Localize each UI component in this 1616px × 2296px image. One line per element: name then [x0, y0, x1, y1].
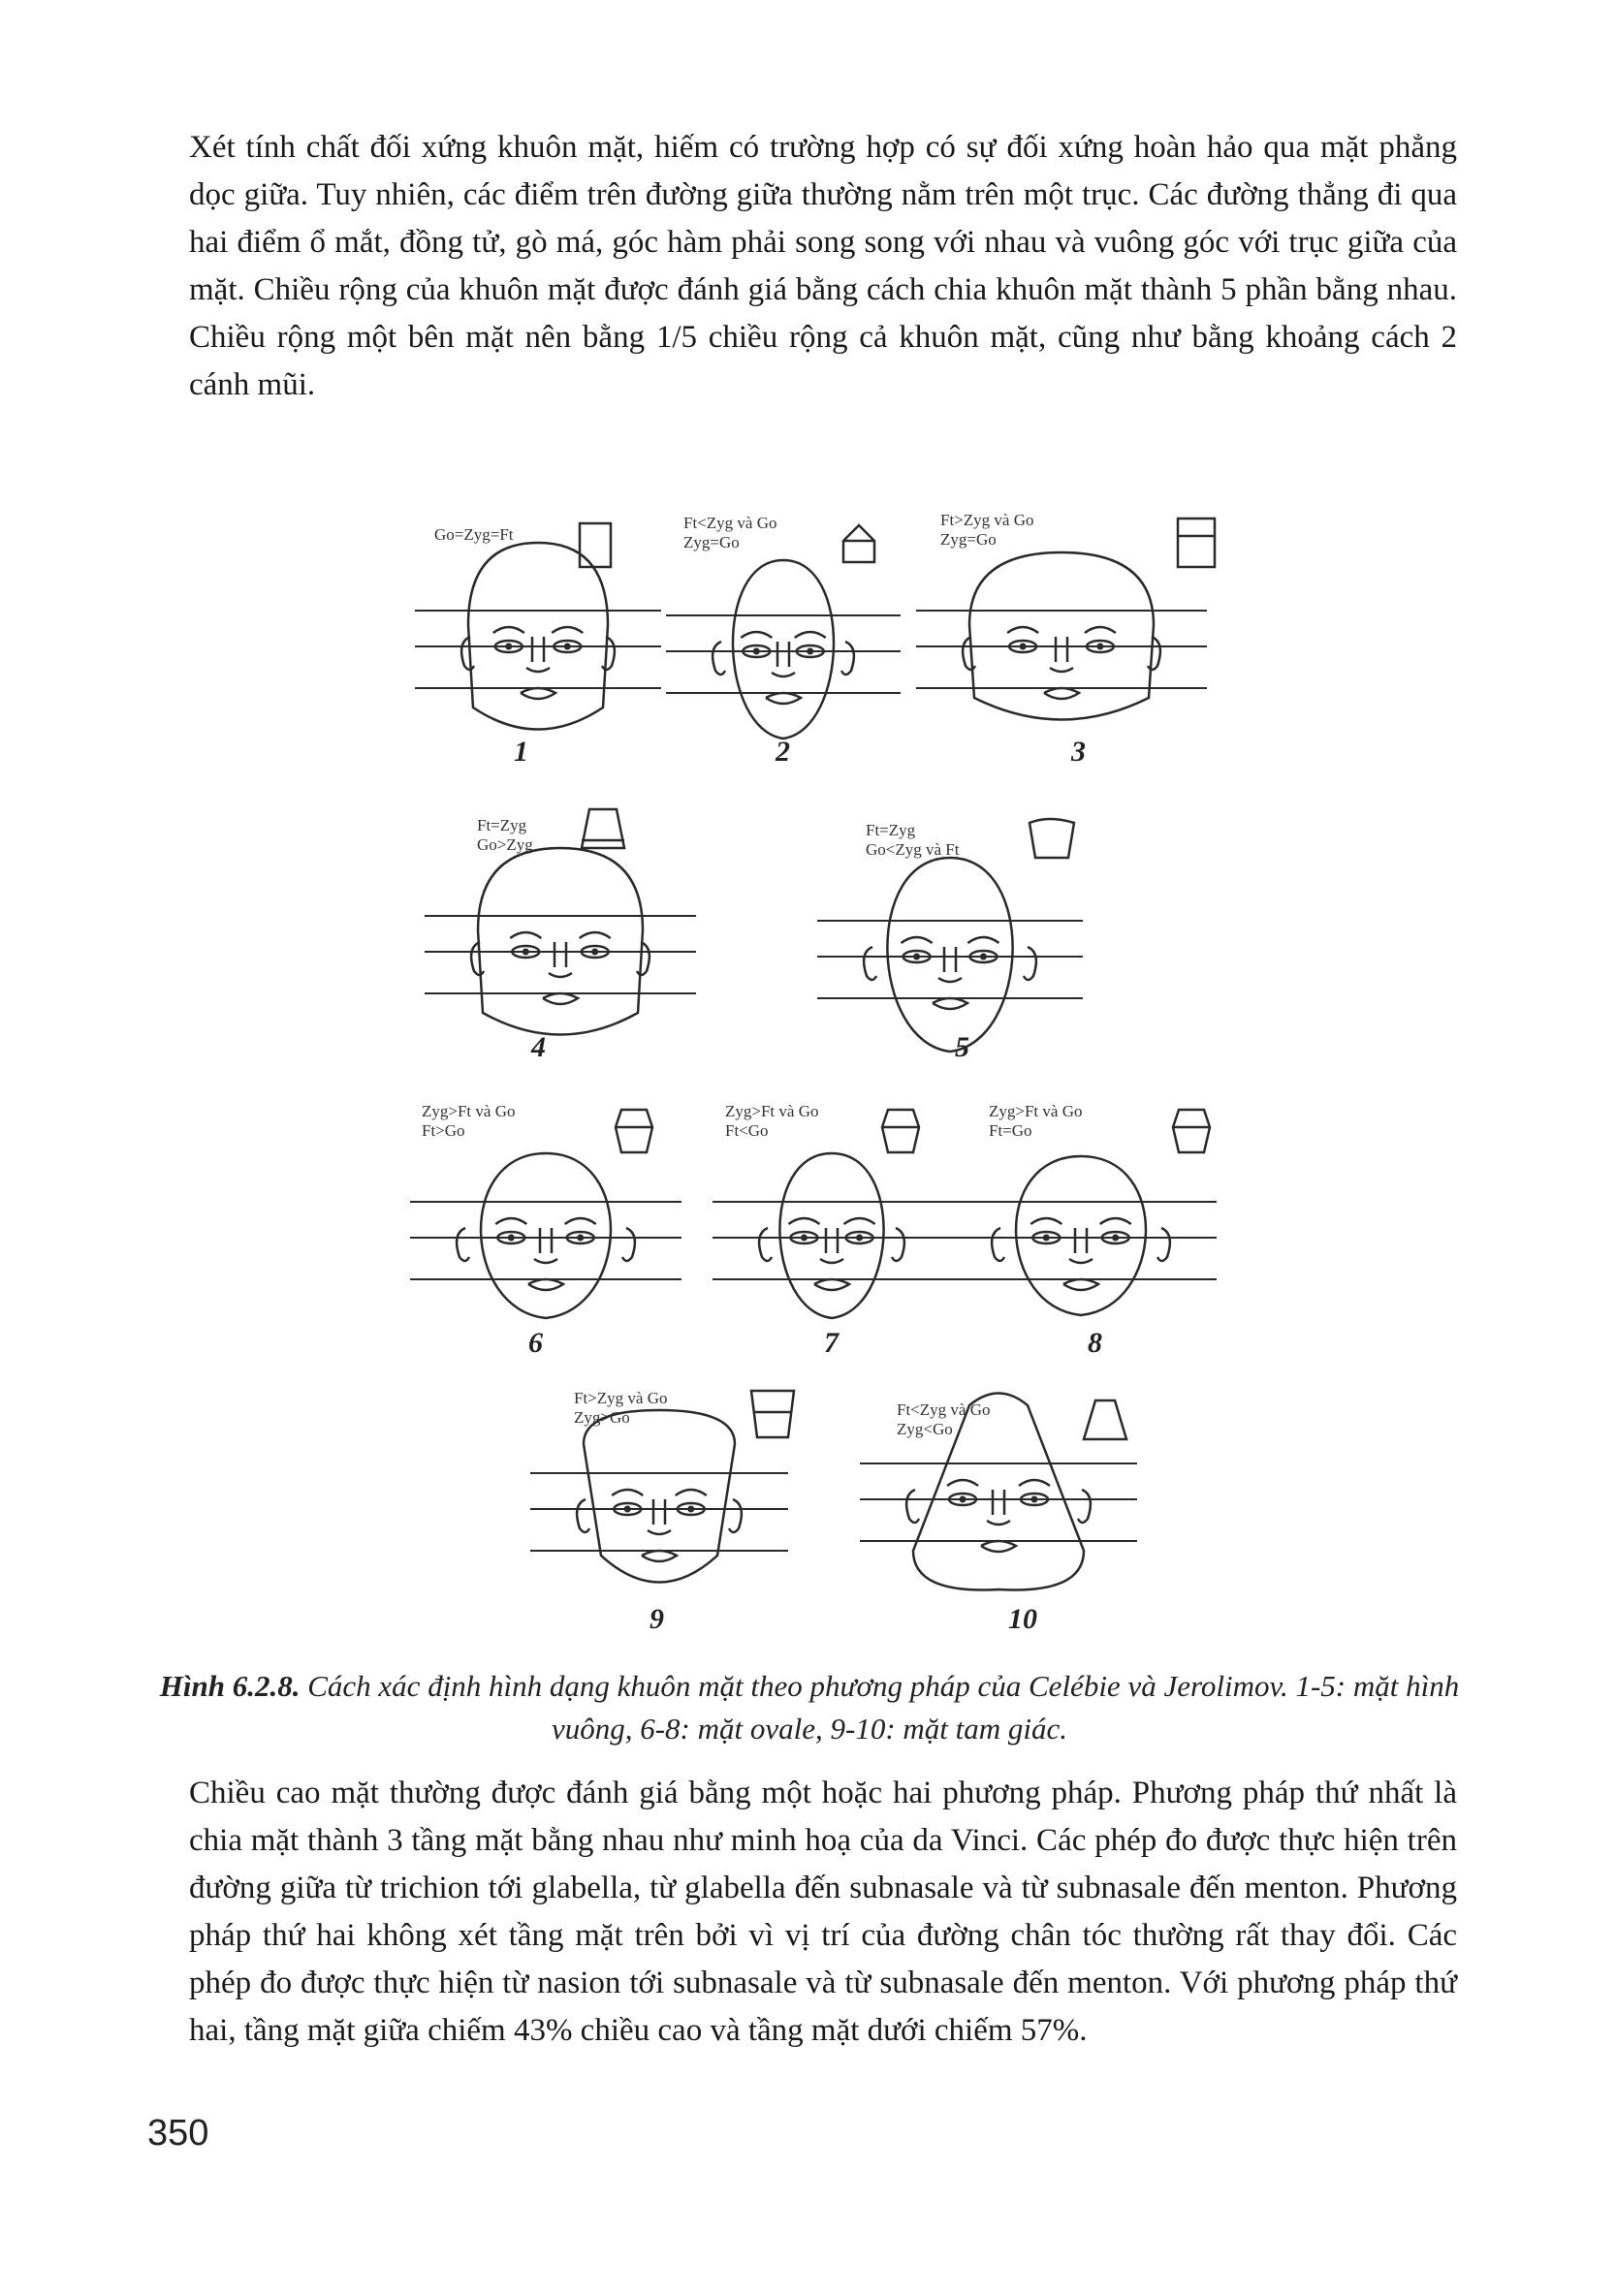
- pupil: [913, 954, 920, 960]
- mouth: [543, 993, 578, 1004]
- pupil: [807, 648, 813, 655]
- triangle-trapezoid-icon: [1084, 1400, 1126, 1439]
- panel-label-line2: Ft<Go: [725, 1121, 769, 1140]
- face-diagrams: [0, 485, 1616, 1657]
- eyebrow: [580, 932, 611, 938]
- pupil: [508, 1235, 515, 1242]
- eyebrow: [676, 1490, 707, 1495]
- pupil: [505, 644, 512, 650]
- page-number: 350: [147, 2113, 209, 2154]
- ear-left: [992, 1228, 1004, 1261]
- pupil: [1030, 1496, 1037, 1503]
- mouth: [1063, 1279, 1098, 1290]
- mouth: [933, 998, 967, 1009]
- pupil: [591, 949, 598, 956]
- ear-left: [759, 1228, 772, 1261]
- mouth: [1044, 688, 1079, 699]
- hexagon-icon: [616, 1110, 652, 1152]
- panel-label-line1: Ft>Zyg và Go: [940, 511, 1034, 529]
- eyebrow: [902, 937, 933, 943]
- face-panel-7: [713, 1102, 951, 1359]
- panel-number: 2: [776, 736, 790, 768]
- nose: [526, 637, 550, 672]
- mouth: [642, 1551, 677, 1561]
- pupil: [624, 1506, 631, 1513]
- mouth: [981, 1541, 1016, 1552]
- nose: [1069, 1228, 1093, 1263]
- panel-label-line2: Zyg>Go: [574, 1408, 630, 1427]
- panel-label-line1: Ft>Zyg và Go: [574, 1389, 668, 1407]
- pupil: [960, 1496, 966, 1503]
- ear-right: [1148, 637, 1160, 670]
- panel-label-line2: Go>Zyg: [477, 835, 533, 854]
- face-shape-figure: [0, 485, 1616, 1657]
- paragraph-top: Xét tính chất đối xứng khuôn mặt, hiếm có trường hợp có sự đối xứng hoàn hảo qua mặt phẳng dọc giữa. Tuy nhiên, các điểm trên đường giữa thường nằm trên một trục. Các đường thẳng đi qua hai điểm ổ mắt, đồng tử, gò má, góc hàm phải song song với nhau và vuông góc với trục giữa của mặt. Chiều rộng của khuôn mặt được đánh giá bằng cách chia khuôn mặt thành 5 phần bằng nhau. Chiều rộng một bên mặt nên bằng 1/5 chiều rộng cả khuôn mặt, cũng như bằng khoảng cách 2 cánh mũi.: [189, 130, 1457, 402]
- trapezoid-icon: [582, 809, 624, 848]
- panel-number: 10: [1008, 1603, 1037, 1635]
- ear-right: [1024, 947, 1036, 980]
- pupil: [564, 644, 571, 650]
- face-outline: [584, 1410, 735, 1583]
- panel-label-line1: Go=Zyg=Ft: [434, 525, 514, 544]
- mouth: [766, 693, 801, 704]
- nose: [987, 1490, 1010, 1525]
- nose: [772, 642, 795, 676]
- ear-left: [471, 942, 484, 975]
- panel-number: 3: [1071, 736, 1086, 768]
- panel-label-line1: Ft=Zyg: [866, 821, 916, 839]
- panel-label-line2: Zyg=Go: [940, 530, 997, 549]
- eyebrow: [1007, 627, 1038, 633]
- hexagon-icon: [882, 1110, 919, 1152]
- panel-label-line1: Zyg>Ft và Go: [989, 1102, 1083, 1120]
- ear-right: [1078, 1490, 1091, 1523]
- face-panel-3: [916, 511, 1215, 768]
- eyebrow: [1100, 1218, 1131, 1224]
- ear-left: [577, 1499, 589, 1532]
- face-outline: [481, 1153, 611, 1318]
- eyebrow: [1019, 1480, 1050, 1486]
- pupil: [1112, 1235, 1119, 1242]
- face-panel-2: [666, 514, 901, 768]
- pupil: [801, 1235, 808, 1242]
- panel-number: 9: [650, 1603, 664, 1635]
- eyebrow: [493, 627, 524, 633]
- eyebrow: [741, 632, 772, 638]
- ear-right: [892, 1228, 904, 1261]
- face-panel-5: [817, 819, 1083, 1063]
- pupil: [753, 648, 760, 655]
- mouth: [521, 688, 555, 699]
- panel-number: 1: [514, 736, 528, 768]
- eyebrow: [788, 1218, 819, 1224]
- panel-number: 7: [824, 1327, 839, 1359]
- pupil: [980, 954, 987, 960]
- eyebrow: [967, 937, 998, 943]
- pentagon-icon: [843, 525, 874, 562]
- face-panel-10: [860, 1394, 1137, 1636]
- panel-label-line1: Zyg>Ft và Go: [725, 1102, 819, 1120]
- face-outline: [478, 848, 643, 1035]
- notched-rectangle-icon: [1178, 519, 1215, 567]
- ear-left: [906, 1490, 919, 1523]
- face-outline: [468, 543, 608, 730]
- pupil: [1043, 1235, 1050, 1242]
- eyebrow: [947, 1480, 978, 1486]
- rectangle-icon: [580, 523, 611, 567]
- panel-label-line2: Zyg=Go: [683, 533, 740, 551]
- panel-label-line1: Ft=Zyg: [477, 816, 527, 834]
- ear-right: [1157, 1228, 1170, 1261]
- pupil: [687, 1506, 694, 1513]
- nose: [648, 1499, 671, 1534]
- eyebrow: [1030, 1218, 1061, 1224]
- eyebrow: [565, 1218, 596, 1224]
- pupil: [577, 1235, 584, 1242]
- eyebrow: [510, 932, 541, 938]
- ear-right: [637, 942, 650, 975]
- panel-number: 6: [528, 1327, 543, 1359]
- panel-number: 5: [955, 1031, 969, 1063]
- face-outline: [779, 1153, 883, 1318]
- nose: [534, 1228, 557, 1263]
- panel-number: 8: [1088, 1327, 1102, 1359]
- panel-label-line2: Ft>Go: [422, 1121, 465, 1140]
- nose: [938, 947, 962, 982]
- eyebrow: [1085, 627, 1116, 633]
- caption-lead: Hình 6.2.8.: [159, 1669, 301, 1703]
- panel-label-line1: Zyg>Ft và Go: [422, 1102, 516, 1120]
- caption-text: Cách xác định hình dạng khuôn mặt theo phương pháp của Celébie và Jerolimov. 1-5: mặt hình vuông, 6-8: mặt ovale, 9-10: mặt tam giác.: [300, 1669, 1460, 1746]
- face-panel-1: [415, 523, 661, 768]
- eyebrow: [844, 1218, 875, 1224]
- ear-left: [457, 1228, 469, 1261]
- paragraph-bottom: Chiều cao mặt thường được đánh giá bằng một hoặc hai phương pháp. Phương pháp thứ nhất là chia mặt thành 3 tầng mặt bằng nhau như minh hoạ của da Vinci. Các phép đo được thực hiện trên đường giữa từ trichion tới glabella, từ glabella đến subnasale và từ subnasale đến menton. Phương pháp thứ hai không xét tầng mặt trên bởi vì vị trí của đường chân tóc thường rất thay đổi. Các phép đo được thực hiện từ nasion tới subnasale và từ subnasale đến menton. Với phương pháp thứ hai, tầng mặt giữa chiếm 43% chiều cao và tầng mặt dưới chiếm 57%.: [189, 1776, 1457, 2048]
- eyebrow: [612, 1490, 643, 1495]
- hexagon-icon: [1173, 1110, 1210, 1152]
- figure-caption: [145, 1665, 1473, 1750]
- face-outline: [969, 552, 1154, 720]
- pupil: [523, 949, 529, 956]
- eyebrow: [552, 627, 583, 633]
- ear-left: [461, 637, 474, 670]
- eyebrow: [495, 1218, 526, 1224]
- ear-right: [841, 642, 854, 675]
- face-panel-4: [425, 809, 696, 1063]
- nose: [820, 1228, 843, 1263]
- face-panel-9: [530, 1389, 794, 1635]
- ear-left: [963, 637, 975, 670]
- face-outline: [733, 560, 834, 739]
- mouth: [528, 1279, 563, 1290]
- panel-label-line1: Ft<Zyg và Go: [683, 514, 777, 532]
- face-panel-8: [945, 1102, 1217, 1359]
- face-panel-6: [410, 1102, 681, 1359]
- panel-label-line2: Go<Zyg và Ft: [866, 840, 960, 859]
- pupil: [856, 1235, 863, 1242]
- nose: [549, 942, 572, 977]
- rounded-trapezoid-icon: [1030, 819, 1074, 858]
- ear-right: [622, 1228, 635, 1261]
- ear-left: [864, 947, 876, 980]
- pupil: [1096, 644, 1103, 650]
- eyebrow: [795, 632, 826, 638]
- panel-number: 4: [531, 1031, 546, 1063]
- panel-label-line1: Ft<Zyg và Go: [897, 1400, 991, 1419]
- ear-right: [602, 637, 615, 670]
- ear-right: [729, 1499, 742, 1532]
- panel-label-line2: Zyg<Go: [897, 1420, 953, 1438]
- panel-label-line2: Ft=Go: [989, 1121, 1032, 1140]
- nose: [1050, 637, 1073, 672]
- face-outline: [887, 858, 1012, 1052]
- face-outline: [1016, 1156, 1146, 1315]
- ear-left: [713, 642, 725, 675]
- mouth: [814, 1279, 849, 1290]
- pupil: [1020, 644, 1027, 650]
- inverted-trapezoid-icon: [751, 1391, 794, 1437]
